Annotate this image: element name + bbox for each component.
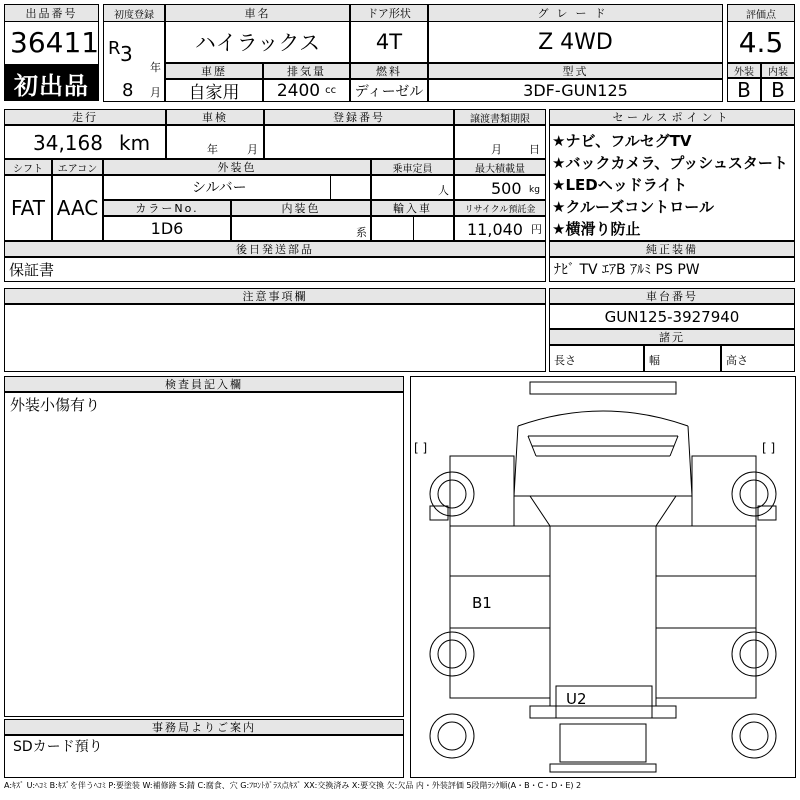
legend-text: A:ｷｽﾞ U:ﾍｺﾐ B:ｷｽﾞを伴うﾍｺﾐ P:要塗装 W:補修跡 S:錆 C:腐食、穴 G:ﾌﾛﾝﾄｶﾞﾗｽ点ｷｽﾞ XX:交換済み X:要交換 欠:欠品 内・外装評価 5段階ﾗﾝｸ順(A・B・C・D・E) 2 bbox=[4, 781, 582, 790]
interior-score-label: 内装 bbox=[761, 63, 795, 78]
fuel-label: 燃料 bbox=[350, 63, 428, 79]
car-name-value: ハイラックス bbox=[165, 21, 350, 63]
door-value: 4T bbox=[350, 21, 428, 63]
exterior-color-divider bbox=[330, 176, 331, 199]
inspection-box bbox=[166, 125, 264, 159]
exterior-score: B bbox=[727, 78, 761, 102]
displacement-unit: cc bbox=[325, 85, 337, 96]
later-parts-value: 保証書 bbox=[9, 261, 55, 279]
inspector-label: 検査員記入欄 bbox=[4, 376, 404, 392]
first-listing-text: 初出品 bbox=[14, 71, 89, 100]
import-divider bbox=[413, 217, 414, 240]
capacity-box bbox=[371, 175, 454, 200]
inspector-box bbox=[4, 392, 404, 717]
office-value: SDカード預り bbox=[13, 739, 103, 755]
era-letter: R bbox=[108, 38, 121, 59]
mileage-unit: km bbox=[119, 131, 151, 155]
model-value: 3DF-GUN125 bbox=[428, 79, 723, 102]
chassis-value: GUN125-3927940 bbox=[549, 304, 795, 329]
lot-number-box bbox=[4, 21, 99, 65]
mileage-label: 走行 bbox=[4, 109, 166, 125]
first-reg-label: 初度登録 bbox=[103, 4, 165, 22]
exterior-color-label: 外装色 bbox=[103, 159, 371, 175]
vehicle-diagram bbox=[410, 376, 796, 778]
shift-value: FAT bbox=[4, 175, 52, 241]
color-no-label: カラーNo. bbox=[103, 200, 231, 216]
max-load-box bbox=[454, 175, 546, 200]
transfer-month-unit: 月 bbox=[491, 143, 502, 156]
color-no-value: 1D6 bbox=[103, 216, 231, 241]
car-name-label: 車名 bbox=[165, 4, 350, 22]
displacement-value: 2400 bbox=[276, 80, 321, 101]
aircon-value: AAC bbox=[52, 175, 103, 241]
office-label: 事務局よりご案内 bbox=[4, 719, 404, 735]
first-reg-box bbox=[103, 21, 165, 102]
shift-label: シフト bbox=[4, 159, 52, 175]
damage-mark-b1: B1 bbox=[472, 594, 492, 612]
displacement-box bbox=[263, 79, 350, 102]
inspector-value: 外装小傷有り bbox=[10, 396, 101, 414]
fuel-value: ディーゼル bbox=[350, 79, 428, 102]
grade-value: Z 4WD bbox=[428, 21, 723, 63]
sales-point-4: ★クルーズコントロール bbox=[552, 198, 714, 216]
mileage-box bbox=[4, 125, 166, 159]
specs-length-label: 長さ bbox=[554, 354, 576, 367]
interior-color-label: 内装色 bbox=[231, 200, 371, 216]
recycle-unit: 円 bbox=[531, 223, 542, 236]
max-load-value: 500 bbox=[491, 179, 522, 198]
year-unit: 年 bbox=[150, 61, 161, 74]
equipment-label: 純正装備 bbox=[549, 241, 795, 257]
aircon-label: エアコン bbox=[52, 159, 103, 175]
month-unit: 月 bbox=[150, 86, 161, 99]
diagram-bracket-right: [ ] bbox=[762, 441, 776, 455]
grade-label: グレード bbox=[428, 4, 723, 22]
inspection-month-unit: 月 bbox=[247, 143, 258, 156]
notes-label: 注意事項欄 bbox=[4, 288, 546, 304]
max-load-label: 最大積載量 bbox=[454, 159, 546, 175]
interior-color-box bbox=[231, 216, 371, 241]
lot-number-label: 出品番号 bbox=[4, 4, 99, 22]
specs-length bbox=[549, 345, 644, 372]
sales-point-3: ★LEDヘッドライト bbox=[552, 176, 688, 194]
specs-height-label: 高さ bbox=[726, 354, 748, 367]
first-listing-badge bbox=[4, 65, 99, 101]
transfer-box bbox=[454, 125, 546, 159]
history-value: 自家用 bbox=[165, 79, 263, 102]
first-reg-month: 8 bbox=[122, 80, 134, 101]
specs-label: 諸元 bbox=[549, 329, 795, 345]
office-box bbox=[4, 735, 404, 778]
damage-mark-u2: U2 bbox=[566, 690, 587, 708]
exterior-color-value: シルバー bbox=[192, 180, 247, 196]
history-label: 車歴 bbox=[165, 63, 263, 79]
inspection-label: 車検 bbox=[166, 109, 264, 125]
recycle-value: 11,040 bbox=[467, 220, 523, 239]
notes-box bbox=[4, 304, 546, 372]
capacity-unit: 人 bbox=[438, 184, 449, 197]
import-box bbox=[371, 216, 454, 241]
displacement-label: 排気量 bbox=[263, 63, 350, 79]
chassis-label: 車台番号 bbox=[549, 288, 795, 304]
transfer-day-unit: 日 bbox=[529, 143, 540, 156]
registration-box bbox=[264, 125, 454, 159]
recycle-box bbox=[454, 216, 546, 241]
equipment-value: ﾅﾋﾞ TV ｴｱB ｱﾙﾐ PS PW bbox=[554, 262, 700, 278]
interior-score: B bbox=[761, 78, 795, 102]
score-value: 4.5 bbox=[727, 21, 795, 63]
capacity-label: 乗車定員 bbox=[371, 159, 454, 175]
sales-points-label: セールスポイント bbox=[549, 109, 795, 125]
exterior-color-box bbox=[103, 175, 371, 200]
door-label: ドア形状 bbox=[350, 4, 428, 22]
mileage-value: 34,168 bbox=[33, 131, 103, 155]
model-label: 型式 bbox=[428, 63, 723, 79]
transfer-label: 譲渡書類期限 bbox=[454, 109, 546, 125]
inspection-year-unit: 年 bbox=[207, 143, 218, 156]
score-label: 評価点 bbox=[727, 4, 795, 22]
recycle-label: リサイクル預託金 bbox=[454, 200, 546, 216]
sales-point-1: ★ナビ、フルセグTV bbox=[552, 132, 692, 150]
interior-color-unit: 系 bbox=[356, 226, 367, 239]
later-parts-box bbox=[4, 257, 546, 282]
registration-label: 登録番号 bbox=[264, 109, 454, 125]
specs-width-label: 幅 bbox=[649, 354, 660, 367]
import-label: 輸入車 bbox=[371, 200, 454, 216]
sales-point-2: ★バックカメラ、プッシュスタート bbox=[552, 154, 788, 172]
exterior-score-label: 外装 bbox=[727, 63, 761, 78]
specs-width bbox=[644, 345, 721, 372]
max-load-unit: kg bbox=[529, 185, 540, 195]
first-reg-year: 3 bbox=[120, 42, 133, 66]
diagram-bracket-left: [ ] bbox=[414, 441, 428, 455]
sales-point-5: ★横滑り防止 bbox=[552, 220, 641, 238]
later-parts-label: 後日発送部品 bbox=[4, 241, 546, 257]
lot-number: 36411 bbox=[10, 26, 100, 59]
equipment-box bbox=[549, 257, 795, 282]
specs-height bbox=[721, 345, 795, 372]
